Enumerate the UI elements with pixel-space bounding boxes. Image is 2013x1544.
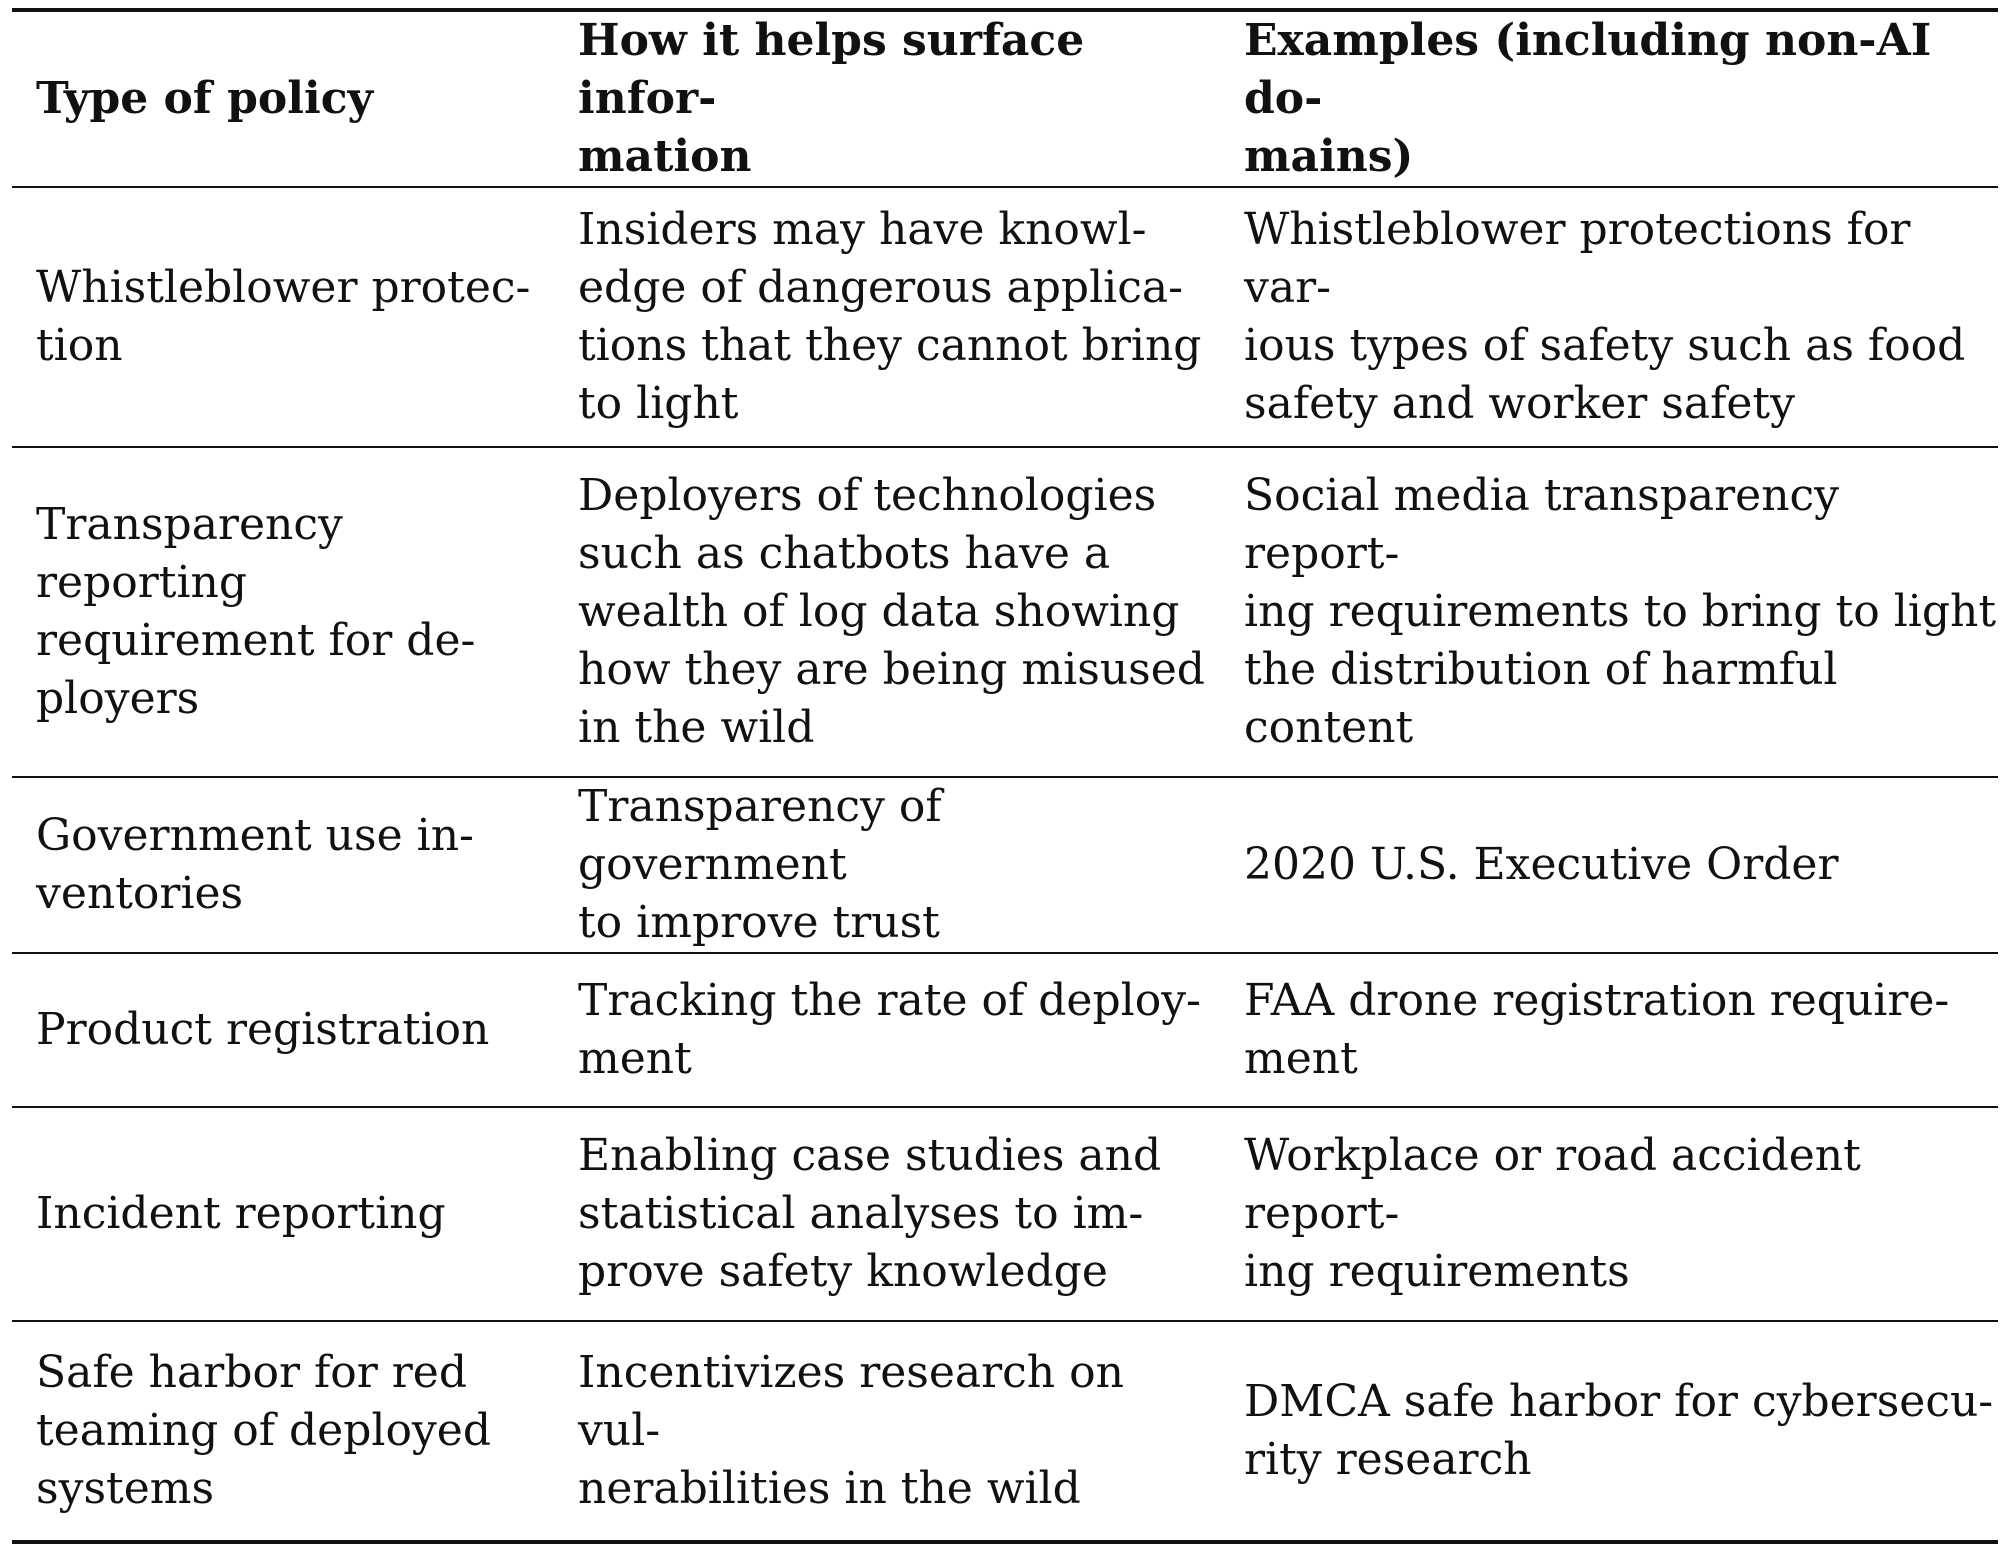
cell-examples: Workplace or road accident report- ing requirements bbox=[1244, 1130, 1861, 1297]
column-header-examples: Examples (including non-AI do- mains) bbox=[1244, 15, 1932, 182]
header-row bbox=[12, 10, 1998, 187]
table-row bbox=[12, 1107, 1998, 1321]
table-row bbox=[12, 777, 1998, 953]
cell-policy-type: Government use in- ventories bbox=[36, 810, 474, 919]
policy-table bbox=[12, 8, 1998, 1544]
cell-how-it-helps: Deployers of technologies such as chatbots have a wealth of log data showing how they are being misused in the wild bbox=[578, 470, 1205, 753]
cell-how-it-helps: Insiders may have knowl- edge of dangerous applica- tions that they cannot bring to light bbox=[578, 204, 1202, 429]
cell-policy-type: Incident reporting bbox=[36, 1188, 446, 1239]
cell-examples: Whistleblower protections for var- ious types of safety such as food safety and worker safety bbox=[1244, 204, 1966, 429]
cell-policy-type: Safe harbor for red teaming of deployed systems bbox=[36, 1347, 491, 1514]
column-header-type-of-policy: Type of policy bbox=[36, 73, 374, 124]
policy-table-container bbox=[12, 8, 1998, 1544]
cell-examples: DMCA safe harbor for cybersecu- rity research bbox=[1244, 1376, 1994, 1485]
cell-policy-type: Product registration bbox=[36, 1004, 490, 1055]
cell-how-it-helps: Tracking the rate of deploy- ment bbox=[578, 975, 1201, 1084]
cell-how-it-helps: Enabling case studies and statistical analyses to im- prove safety knowledge bbox=[578, 1130, 1162, 1297]
cell-how-it-helps: Incentivizes research on vul- nerabilities in the wild bbox=[578, 1347, 1124, 1514]
cell-examples: FAA drone registration require- ment bbox=[1244, 975, 1950, 1084]
cell-examples: Social media transparency report- ing requirements to bring to light the distribution of harmful content bbox=[1244, 470, 1997, 753]
column-header-how-it-helps: How it helps surface infor- mation bbox=[578, 15, 1085, 182]
cell-examples: 2020 U.S. Executive Order bbox=[1244, 839, 1839, 890]
table-row bbox=[12, 187, 1998, 447]
table-row bbox=[12, 1321, 1998, 1542]
cell-how-it-helps: Transparency of government to improve trust bbox=[578, 781, 942, 948]
table-row bbox=[12, 447, 1998, 777]
cell-policy-type: Whistleblower protec- tion bbox=[36, 262, 531, 371]
cell-policy-type: Transparency reporting requirement for de- ployers bbox=[36, 499, 476, 724]
table-body bbox=[12, 187, 1998, 1542]
table-header bbox=[12, 10, 1998, 187]
table-row bbox=[12, 953, 1998, 1107]
